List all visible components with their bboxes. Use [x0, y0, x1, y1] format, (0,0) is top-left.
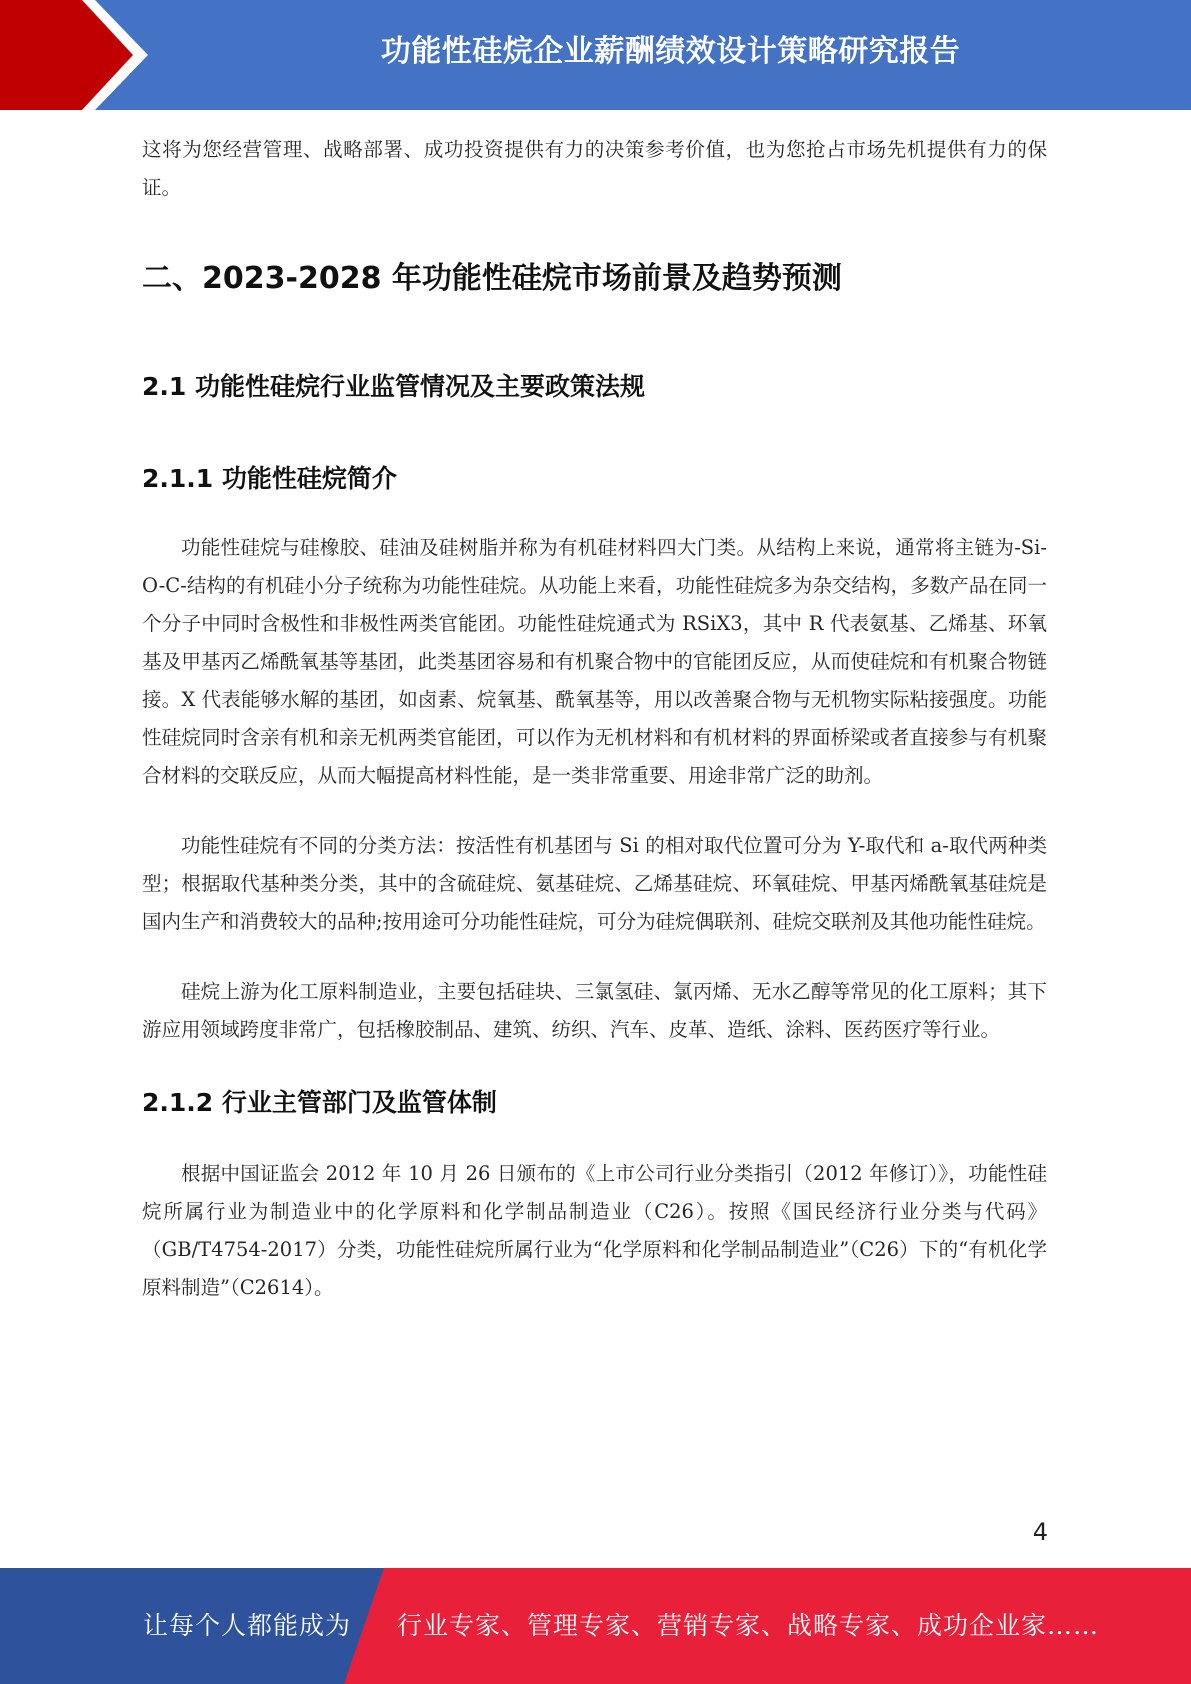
paragraph-silane-intro: 功能性硅烷与硅橡胶、硅油及硅树脂并称为有机硅材料四大门类。从结构上来说，通常将主链为-Si-O-C-结构的有机硅小分子统称为功能性硅烷。从功能上来看，功能性硅烷多为杂交结构，多数产品在同一个分子中同时含极性和非极性两类官能团。功能性硅烷通式为 RSiX3，其中 R 代表氨基、乙烯基、环氧基及甲基丙乙烯酰氧基等基团，此类基团容易和有机聚合物中的官能团反应，从而使硅烷和有机聚合物链接。X 代表能够水解的基团，如卤素、烷氧基、酰氧基等，用以改善聚合物与无机物实际粘接强度。功能性硅烷同时含亲有机和亲无机两类官能团，可以作为无机材料和有机材料的界面桥梁或者直接参与有机聚合材料的交联反应，从而大幅提高材料性能，是一类非常重要、用途非常广泛的助剂。	[142, 536, 1047, 787]
paragraph-silane-classification: 功能性硅烷有不同的分类方法：按活性有机基团与 Si 的相对取代位置可分为 Y-取代和 a-取代两种类型；根据取代基种类分类，其中的含硫硅烷、氨基硅烷、乙烯基硅烷、环氧硅烷、甲基丙烯酰氧基硅烷是国内生产和消费较大的品种;按用途可分功能性硅烷，可分为硅烷偶联剂、硅烷交联剂及其他功能性硅烷。	[142, 834, 1047, 933]
intro-paragraph: 这将为您经营管理、战略部署、成功投资提供有力的决策参考价值，也为您抢占市场先机提供有力的保证。	[142, 138, 1047, 199]
page-content	[142, 131, 1047, 1307]
paragraph-silane-upstream-downstream: 硅烷上游为化工原料制造业，主要包括硅块、三氯氢硅、氯丙烯、无水乙醇等常见的化工原料；其下游应用领域跨度非常广，包括橡胶制品、建筑、纺织、汽车、皮革、造纸、涂料、医药医疗等行业。	[142, 980, 1047, 1041]
footer-slogan-right: 行业专家、管理专家、营销专家、战略专家、成功企业家……	[397, 1611, 1100, 1640]
section-2-1-2-title: 2.1.2 行业主管部门及监管体制	[142, 1088, 497, 1117]
page-number: 4	[1032, 1518, 1048, 1546]
section-2-1-title: 2.1 功能性硅烷行业监管情况及主要政策法规	[142, 372, 645, 401]
header-arrow-decoration	[0, 0, 150, 110]
footer-slogan-left: 让每个人都能成为	[143, 1611, 352, 1640]
paragraph-regulatory-classification: 根据中国证监会 2012 年 10 月 26 日颁布的《上市公司行业分类指引（2012 年修订）》，功能性硅烷所属行业为制造业中的化学原料和化学制品制造业（C26）。按照《国民经济行业分类与代码》（GB/T4754-2017）分类，功能性硅烷所属行业为“化学原料和化学制品制造业”（C26）下的“有机化学原料制造”（C2614）。	[142, 1162, 1047, 1299]
footer-banner	[0, 1568, 1191, 1684]
section-2-1-1-title: 2.1.1 功能性硅烷简介	[142, 464, 397, 493]
section-2-title: 二、2023-2028 年功能性硅烷市场前景及趋势预测	[142, 261, 842, 296]
report-title: 功能性硅烷企业薪酬绩效设计策略研究报告	[380, 34, 961, 69]
header-banner	[0, 0, 1191, 110]
